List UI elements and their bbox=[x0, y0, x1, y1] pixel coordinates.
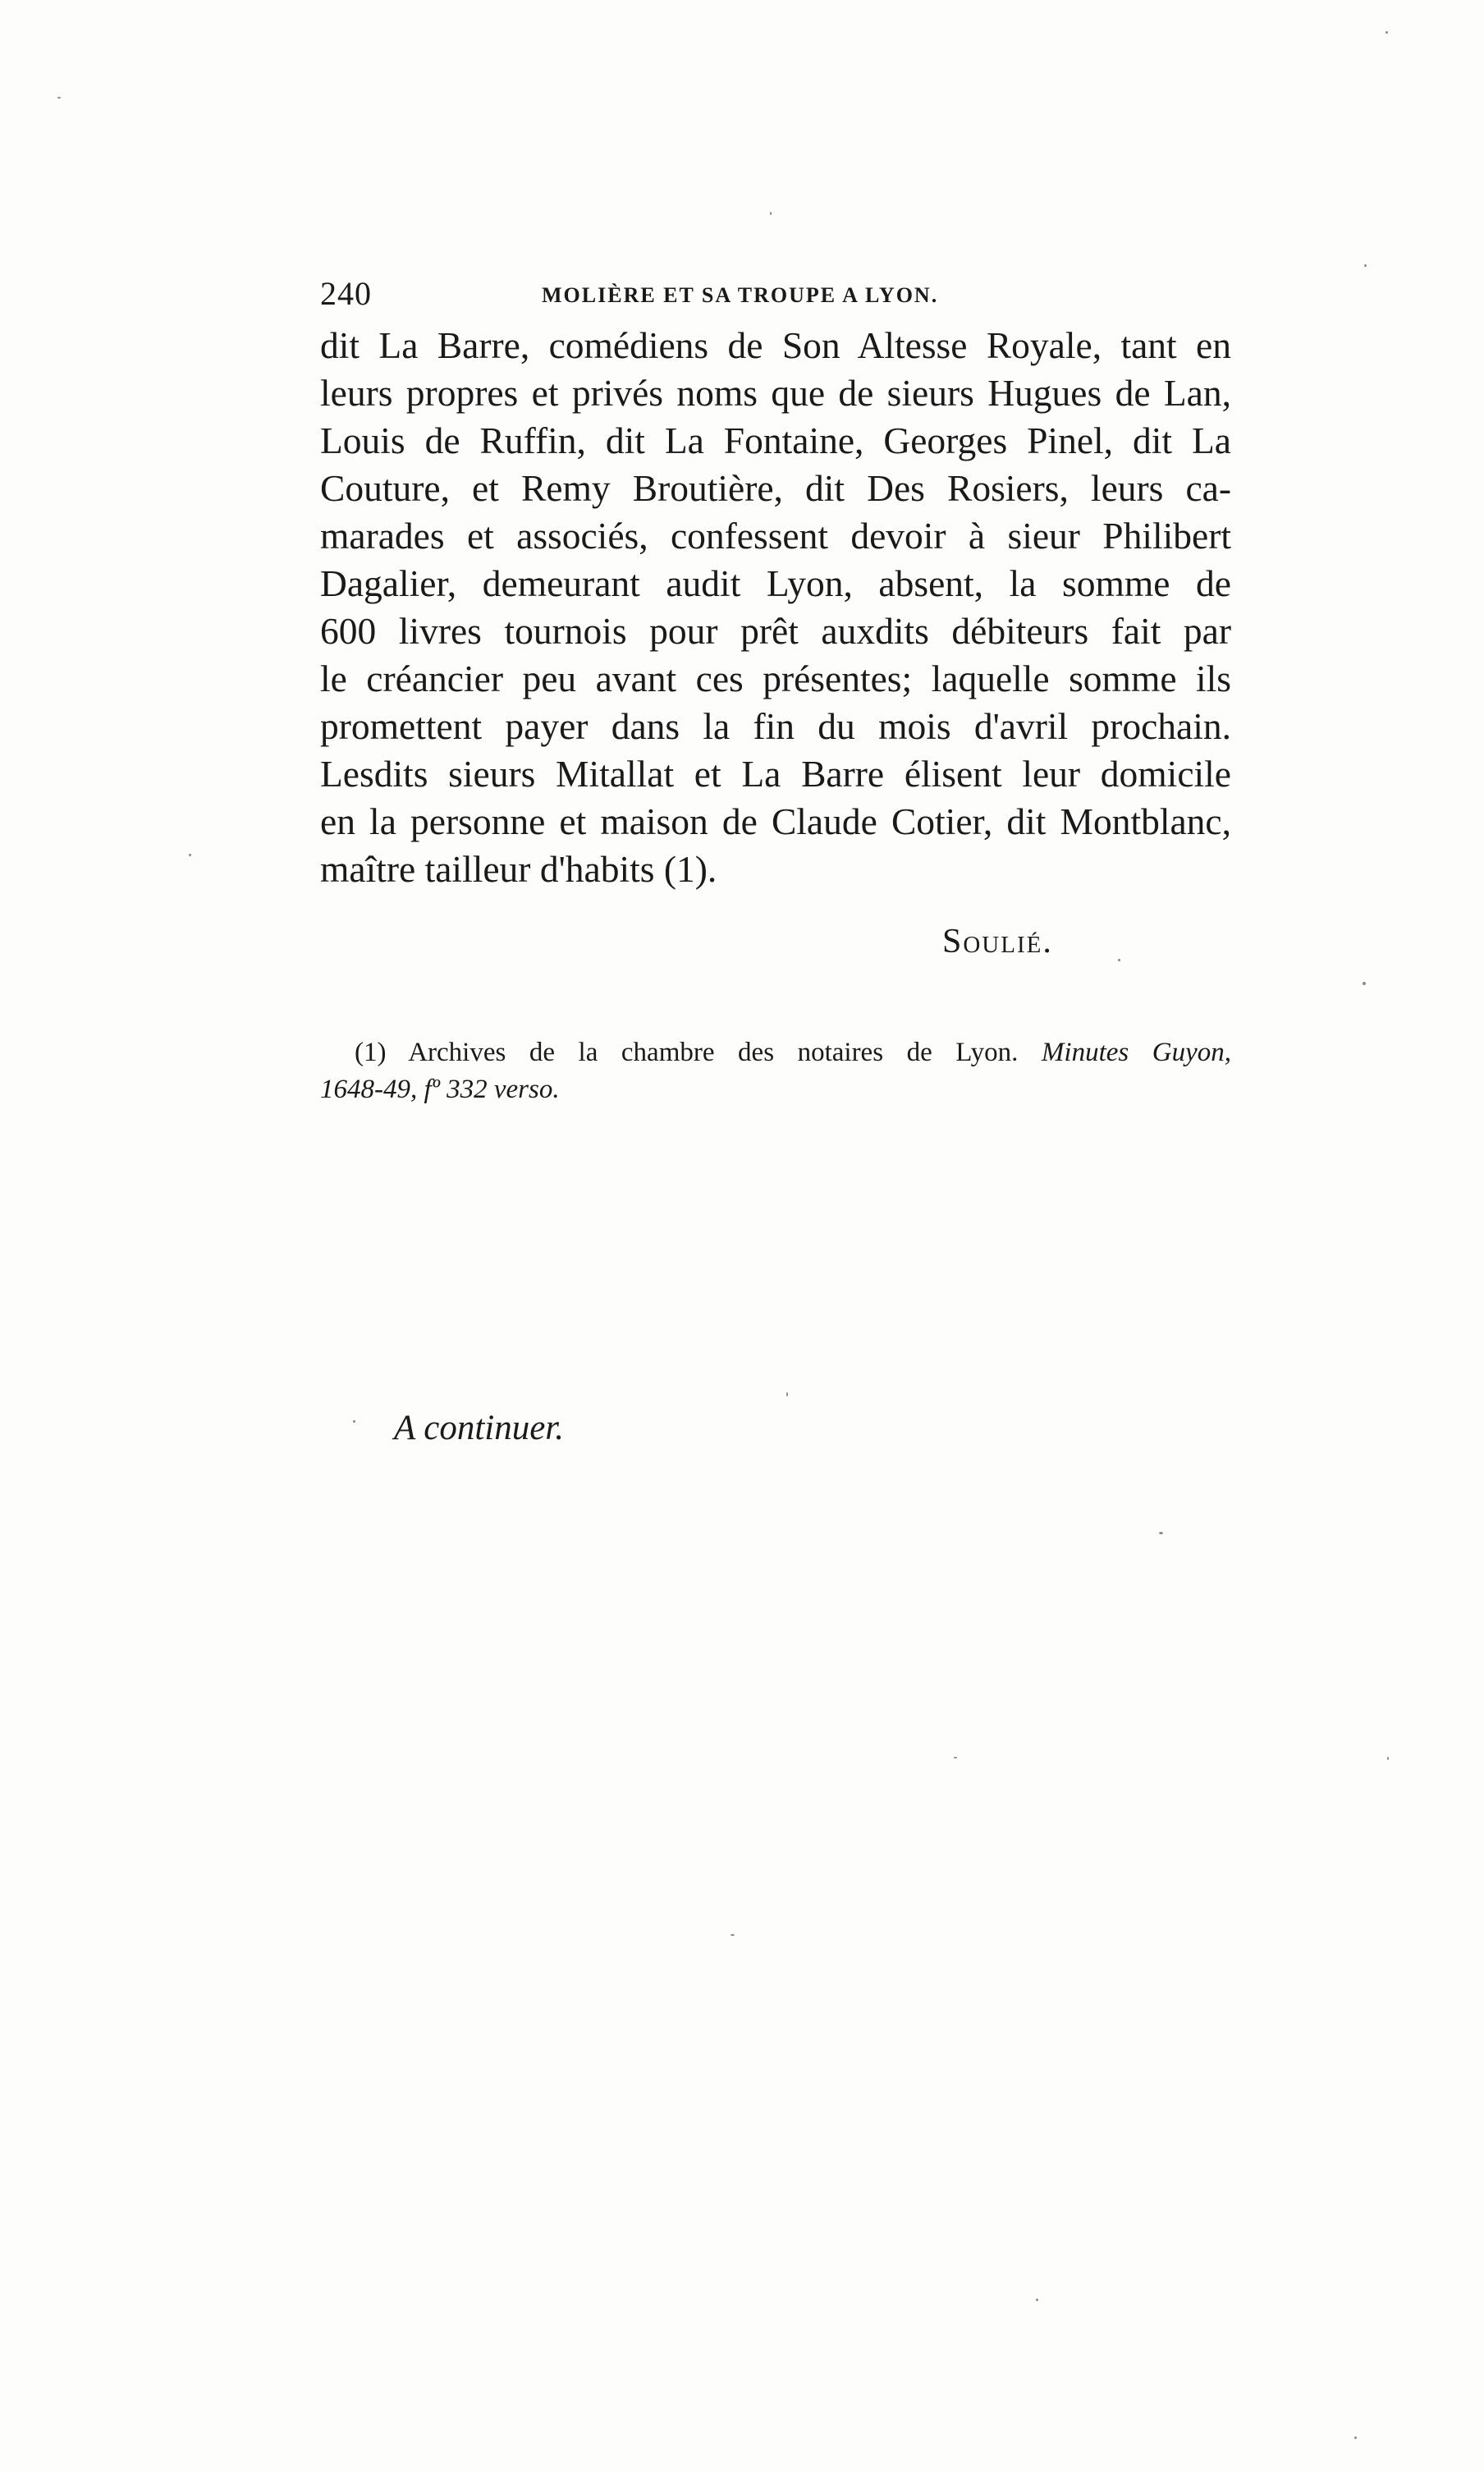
continuation-note: A continuer. bbox=[394, 1409, 565, 1447]
text-line: leurs propres et privés noms que de sieurs Hugues de Lan, bbox=[320, 372, 1231, 414]
running-title: MOLIÈRE ET SA TROUPE A LYON. bbox=[542, 283, 939, 307]
text-line: Couture, et Remy Broutière, dit Des Rosiers, leurs ca- bbox=[320, 467, 1231, 509]
body-paragraph bbox=[320, 322, 1231, 893]
scan-speck bbox=[770, 212, 772, 215]
scan-speck bbox=[954, 1757, 957, 1758]
text-line: Dagalier, demeurant audit Lyon, absent, la somme de bbox=[320, 562, 1231, 604]
running-header bbox=[320, 273, 1133, 314]
text-line: dit La Barre, comédiens de Son Altesse Royale, tant en bbox=[320, 324, 1231, 366]
scan-speck bbox=[1386, 31, 1388, 34]
text-line: en la personne et maison de Claude Cotier, dit Montblanc, bbox=[320, 800, 1231, 842]
page-number: 240 bbox=[320, 275, 372, 312]
scan-speck bbox=[353, 1420, 355, 1423]
footnote-line: 1648-49, fº 332 verso. bbox=[320, 1075, 560, 1104]
footnote-source: (1) Archives de la chambre des notaires de Lyon. bbox=[355, 1038, 1042, 1067]
scan-speck bbox=[786, 1392, 788, 1396]
text-line: le créancier peu avant ces présentes; laquelle somme ils bbox=[320, 658, 1231, 699]
text-line: 600 livres tournois pour prêt auxdits débiteurs fait par bbox=[320, 610, 1231, 652]
scan-speck bbox=[1387, 1757, 1389, 1760]
text-line: Louis de Ruffin, dit La Fontaine, Georges Pinel, dit La bbox=[320, 419, 1231, 461]
scan-speck bbox=[57, 97, 61, 99]
footnote-line bbox=[320, 1034, 1231, 1071]
scan-speck bbox=[731, 1934, 735, 1936]
text-line: marades et associés, confessent devoir à sieur Philibert bbox=[320, 515, 1231, 557]
signature: Soulié. bbox=[942, 923, 1053, 960]
text-line: Lesdits sieurs Mitallat et La Barre élisent leur domicile bbox=[320, 753, 1231, 795]
scan-speck bbox=[189, 854, 191, 856]
scan-speck bbox=[1354, 2437, 1357, 2439]
footnote bbox=[320, 1034, 1231, 1108]
scan-speck bbox=[1363, 982, 1366, 985]
text-line: maître tailleur d'habits (1). bbox=[320, 848, 717, 890]
scan-speck bbox=[1364, 264, 1367, 267]
text-line: promettent payer dans la fin du mois d'avril prochain. bbox=[320, 705, 1231, 747]
scan-speck bbox=[1118, 959, 1120, 961]
scan-speck bbox=[1159, 1532, 1163, 1534]
footnote-reference: Minutes Guyon, bbox=[1041, 1038, 1232, 1067]
scan-speck bbox=[1036, 2299, 1038, 2301]
